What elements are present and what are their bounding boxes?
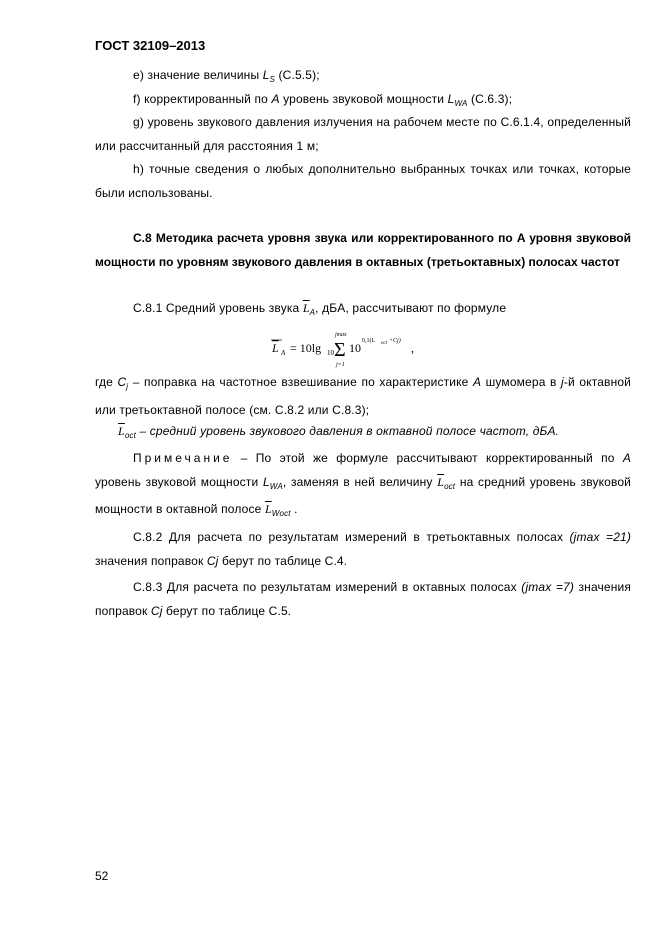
- list-item-h: h) точные сведения о любых дополнительно выбранных точках или точках, которые были использованы.: [95, 162, 631, 200]
- formula-sum-bottom: j=1: [336, 362, 345, 368]
- paragraph-c81: C.8.1 Средний уровень звука $\overline{L}_A$, дБA, рассчитывают по формуле: [133, 301, 507, 317]
- formula-exp-sub: oct: [381, 341, 388, 346]
- note-label: Примечание: [133, 451, 233, 465]
- document-header: ГОСТ 32109–2013: [95, 38, 206, 53]
- formula-sigma: Σ: [334, 339, 346, 361]
- formula-average-sound-level: [270, 328, 430, 368]
- formula-sum-top: jmax: [335, 332, 347, 338]
- paragraph-where: где $C_j$ – поправка на частотное взвешивание по характеристике A шумомера в j-й октавной или третьоктавной полосе (см. C.8.2 или C.8.3);: [95, 375, 632, 417]
- formula-eq: = 10lg: [290, 341, 322, 355]
- formula-exp-tail: +Cj): [389, 338, 401, 344]
- formula-lhs-sub: A: [281, 349, 286, 357]
- paragraph-loct-definition: $\overline{L}_{oct}$ – средний уровень звукового давления в октавной полосе частот, дБA.: [118, 424, 560, 440]
- list-item-g: g) уровень звукового давления излучения на рабочем месте по C.6.1.4, определенный или рассчитанный для расстояния 1 м;: [95, 115, 631, 153]
- note-paragraph: Примечание – По этой же формуле рассчитывают корректированный по A уровень звуковой мощности $L_{WA}$, заменяя в ней величину $\overline{L}_{oct}$ на средний уровень звуковой мощности в октавной полосе $\overline{L}_{Woct}$ .: [95, 451, 632, 518]
- formula-lg-sub: 10: [327, 349, 334, 357]
- list-item-e: e) значение величины $L_S$ (C.5.5);: [133, 68, 320, 84]
- formula-lhs: L: [272, 341, 279, 355]
- formula-exp: 0,1(L: [362, 338, 376, 344]
- paragraph-c83: C.8.3 Для расчета по результатам измерений в октавных полосах (jmax =7) значения поправок Cj берут по таблице C.5.: [95, 580, 632, 618]
- list-item-f: f) корректированный по A уровень звуковой мощности $L_{WA}$ (C.6.3);: [133, 92, 513, 108]
- formula-comma: ,: [411, 341, 414, 355]
- formula-base: 10: [349, 341, 361, 355]
- section-heading-c8: C.8 Методика расчета уровня звука или корректированного по A уровня звуковой мощности по уровням звукового давления в октавных (третьоктавных) полосах частот: [95, 231, 631, 269]
- paragraph-c82: C.8.2 Для расчета по результатам измерений в третьоктавных полосах (jmax =21) значения поправок Cj берут по таблице C.4.: [95, 530, 631, 568]
- page-number: 52: [95, 869, 109, 883]
